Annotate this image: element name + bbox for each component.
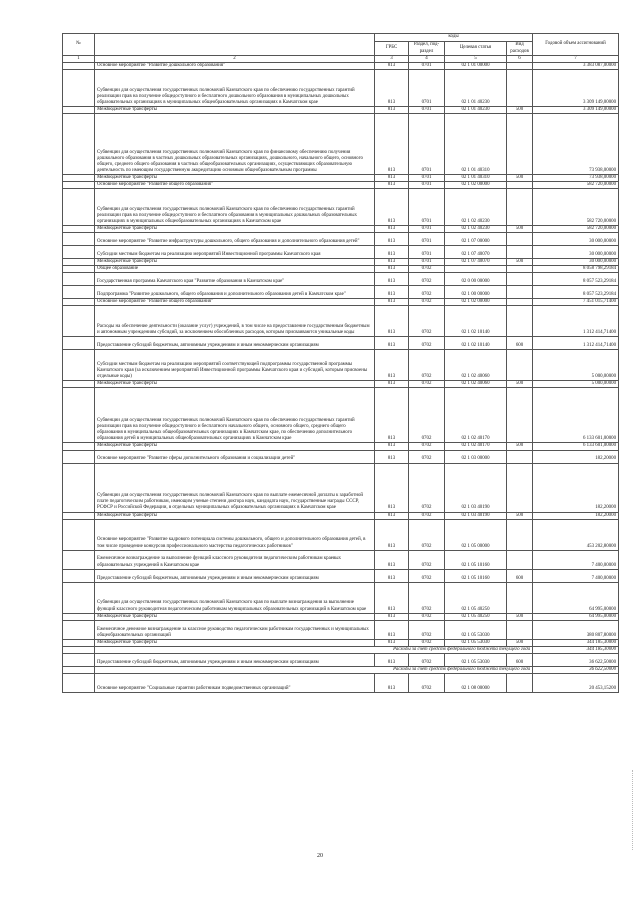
cell-name: Расходы на обеспечение деятельности (оказание услуг) учреждений, в том числе на предоставление государственным бюджетным и автономным учреждениям субсидий, за исключением обособленных расходов, которым присваиваются уникальные коды: [95, 306, 375, 337]
cell-vid: 500: [507, 107, 533, 114]
cell-grbs: 813: [375, 463, 409, 512]
cell-grbs: 813: [375, 182, 409, 189]
cell-vid: 500: [507, 512, 533, 519]
cell-grbs: 813: [375, 175, 409, 182]
table-row: [63, 443, 619, 450]
cell-name: Основное мероприятие "Развитие инфраструктуры дошкольного, общего образования и дополнительного образования детей": [95, 233, 375, 246]
cell-sum: 73 938,00000: [533, 114, 619, 175]
cell-num: [63, 450, 95, 463]
cell-vid: [507, 273, 533, 286]
cell-tselevaya: 02 1 01 40230: [445, 107, 507, 114]
cell-num: [63, 226, 95, 233]
cell-vid: 500: [507, 639, 533, 646]
cell-name: Основное мероприятие "Развитие общего образования": [95, 299, 375, 306]
cell-razdel: 0702: [409, 653, 445, 666]
note-text: Расходы за счет средств федерального бюджета текущего года: [95, 646, 533, 653]
cell-razdel: 0701: [409, 182, 445, 189]
cell-grbs: 813: [375, 273, 409, 286]
cell-tselevaya: 02 1 02 40230: [445, 226, 507, 233]
table-row: [63, 189, 619, 226]
cell-vid: [507, 673, 533, 692]
cell-tselevaya: 02 1 01 40310: [445, 175, 507, 182]
table-row: [63, 550, 619, 569]
cell-tselevaya: 02 1 01 40230: [445, 70, 507, 107]
cell-num: [63, 114, 95, 175]
cell-name: Ежемесячное денежное вознаграждение за классное руководство педагогическим работникам государственных и муниципальных общеобразовательных организаций: [95, 620, 375, 639]
cell-sum: 582 720,00000: [533, 189, 619, 226]
cell-tselevaya: 02 1 00 00000: [445, 286, 507, 299]
cell-sum: 73 938,00000: [533, 175, 619, 182]
cell-razdel: 0702: [409, 639, 445, 646]
table-row: [63, 639, 619, 646]
table-row: [63, 582, 619, 613]
cell-sum: 182,20000: [533, 450, 619, 463]
cell-razdel: 0702: [409, 613, 445, 620]
table-row: [63, 381, 619, 388]
page-number: 20: [317, 853, 323, 859]
cell-tselevaya: 02 1 05 40250: [445, 582, 507, 613]
cell-name: Межбюджетные трансферты: [95, 259, 375, 266]
cell-grbs: 813: [375, 286, 409, 299]
cell-vid: [507, 189, 533, 226]
cell-tselevaya: 02 1 05 53030: [445, 639, 507, 646]
cell-vid: [507, 350, 533, 381]
cell-num: [63, 381, 95, 388]
cell-tselevaya: 02 1 05 53030: [445, 620, 507, 639]
cell-grbs: 813: [375, 519, 409, 550]
cell-num: [63, 70, 95, 107]
cell-razdel: 0702: [409, 337, 445, 350]
cell-razdel: 0701: [409, 246, 445, 259]
cell-razdel: 0702: [409, 519, 445, 550]
table-row: [63, 286, 619, 299]
cell-razdel: 0701: [409, 114, 445, 175]
cell-name: Предоставление субсидий бюджетным, автономным учреждениям и иным некоммерческим организациям: [95, 569, 375, 582]
cell-sum: 582 720,00000: [533, 182, 619, 189]
cell-razdel: 0702: [409, 299, 445, 306]
cell-vid: 500: [507, 381, 533, 388]
header-col-number: 2: [95, 56, 375, 63]
cell-name: Субвенции для осуществления государственных полномочий Камчатского края по обеспечению государственных гарантий реализации прав на получение общедоступного и бесплатного начального общего, основного общего, среднего общего образования в муниципальных общеобразовательных организациях в Камчатском крае, по обеспечению дополнительного образования детей в муниципальных общеобразовательных организациях в Камчатском крае: [95, 388, 375, 443]
cell-vid: [507, 63, 533, 70]
header-col-number: 5: [445, 56, 507, 63]
cell-name: Основное мероприятие "Социальные гарантии работникам подведомственных организаций": [95, 673, 375, 692]
cell-sum: 182,20000: [533, 512, 619, 519]
cell-num: [63, 63, 95, 70]
table-row: [63, 463, 619, 512]
cell-sum: 1 312 414,71400: [533, 337, 619, 350]
cell-name: Субвенции для осуществления государственных полномочий Камчатского края по выплате ежемесячной доплаты к заработной плате педагогическим работникам, имеющим ученые степени доктора наук, кандидата наук, государственные награды СССР, РСФСР и Российской Федерации, в отдельных муниципальных образовательных организациях в Камчатском крае: [95, 463, 375, 512]
cell-name: Субвенции для осуществления государственных полномочий Камчатского края по обеспечению государственных гарантий реализации прав на получение общедоступного и бесплатного дошкольного образования в муниципальных дошкольных образовательных организациях в муниципальных общеобразовательных организациях в Камчатском крае: [95, 70, 375, 107]
cell-num: [63, 259, 95, 266]
cell-sum: 5 000,00000: [533, 381, 619, 388]
cell-razdel: 0702: [409, 443, 445, 450]
cell-name: Межбюджетные трансферты: [95, 226, 375, 233]
cell-tselevaya: 02 1 05 00000: [445, 519, 507, 550]
cell-razdel: 0701: [409, 63, 445, 70]
cell-name: Межбюджетные трансферты: [95, 107, 375, 114]
cell-tselevaya: 02 1 08 00000: [445, 673, 507, 692]
cell-tselevaya: 02 1 02 10140: [445, 306, 507, 337]
cell-grbs: 813: [375, 512, 409, 519]
table-row: [63, 388, 619, 443]
cell-tselevaya: 02 1 05 10160: [445, 569, 507, 582]
cell-sum: 344 185,30000: [533, 646, 619, 653]
cell-num: [63, 246, 95, 259]
cell-tselevaya: 02 1 02 00000: [445, 182, 507, 189]
cell-vid: [507, 114, 533, 175]
table-row: [63, 673, 619, 692]
cell-name: Межбюджетные трансферты: [95, 613, 375, 620]
cell-grbs: 813: [375, 673, 409, 692]
table-row: [63, 620, 619, 639]
table-row: [63, 266, 619, 273]
cell-name: Межбюджетные трансферты: [95, 512, 375, 519]
cell-name: Основное мероприятие "Развитие сферы дополнительного образования и социализации детей": [95, 450, 375, 463]
cell-sum: 7 400,00000: [533, 550, 619, 569]
cell-num: [63, 182, 95, 189]
cell-name: Ежемесячное вознаграждение за выполнение функций классного руководителя педагогическим работникам краевых образовательных учреждений в Камчатском крае: [95, 550, 375, 569]
table-row: [63, 569, 619, 582]
header-godovoy: Годовой объем ассигнований: [533, 34, 619, 56]
cell-vid: [507, 463, 533, 512]
cell-name: Субвенции для осуществления государственных полномочий Камчатского края по финансовому обеспечению получения дошкольного образования в частных дошкольных образовательных организациях, дошкольного, начального общего, основного общего, среднего общего образования в частных общеобразовательных организациях, осуществляющих образовательную деятельность по имеющим государственную аккредитацию основным общеобразовательным программы: [95, 114, 375, 175]
cell-num: [63, 337, 95, 350]
cell-grbs: 813: [375, 569, 409, 582]
cell-grbs: 813: [375, 246, 409, 259]
table-row: [63, 350, 619, 381]
cell-sum: 20 453,15200: [533, 673, 619, 692]
cell-name: Общее образование: [95, 266, 375, 273]
cell-grbs: 813: [375, 114, 409, 175]
header-razdel: Раздел, под-раздел: [409, 42, 445, 56]
cell-razdel: 0702: [409, 550, 445, 569]
cell-grbs: 813: [375, 107, 409, 114]
cell-num: [63, 639, 95, 646]
cell-vid: [507, 246, 533, 259]
cell-grbs: 813: [375, 388, 409, 443]
cell-grbs: 813: [375, 620, 409, 639]
cell-sum: 30 000,00000: [533, 259, 619, 266]
cell-sum: 36 622,50000: [533, 666, 619, 673]
cell-razdel: 0702: [409, 273, 445, 286]
cell-grbs: 813: [375, 381, 409, 388]
cell-tselevaya: [445, 266, 507, 273]
cell-num: [63, 666, 95, 673]
cell-grbs: 813: [375, 226, 409, 233]
cell-tselevaya: 02 1 02 10140: [445, 337, 507, 350]
cell-grbs: 813: [375, 337, 409, 350]
cell-razdel: 0702: [409, 450, 445, 463]
cell-sum: 7 451 015,71400: [533, 299, 619, 306]
cell-razdel: 0702: [409, 569, 445, 582]
header-col-number: 1: [63, 56, 95, 63]
table-row: [63, 450, 619, 463]
cell-num: [63, 512, 95, 519]
cell-grbs: 813: [375, 189, 409, 226]
cell-grbs: 813: [375, 550, 409, 569]
cell-vid: 600: [507, 653, 533, 666]
cell-sum: 8 058 798,29184: [533, 266, 619, 273]
cell-razdel: 0701: [409, 70, 445, 107]
cell-tselevaya: 02 1 07 00000: [445, 233, 507, 246]
cell-name: Предоставление субсидий бюджетным, автономным учреждениям и иным некоммерческим организациям: [95, 337, 375, 350]
cell-num: [63, 299, 95, 306]
cell-vid: [507, 306, 533, 337]
cell-name: Межбюджетные трансферты: [95, 175, 375, 182]
cell-sum: 344 185,30000: [533, 639, 619, 646]
cell-grbs: 813: [375, 443, 409, 450]
cell-sum: 64 995,00000: [533, 582, 619, 613]
table-row: [63, 337, 619, 350]
table-row: [63, 653, 619, 666]
cell-num: [63, 519, 95, 550]
cell-tselevaya: 02 1 02 40060: [445, 381, 507, 388]
table-row: [63, 273, 619, 286]
cell-vid: [507, 582, 533, 613]
cell-sum: 3 309 149,00000: [533, 70, 619, 107]
budget-table: [62, 33, 619, 693]
cell-razdel: 0702: [409, 350, 445, 381]
cell-vid: 500: [507, 259, 533, 266]
cell-razdel: 0701: [409, 175, 445, 182]
cell-num: [63, 233, 95, 246]
header-vid: Вид расходов: [507, 42, 533, 56]
table-row: [63, 299, 619, 306]
cell-name: Субвенции для осуществления государственных полномочий Камчатского края по выплате вознаграждения за выполнение функций классного руководителя педагогическим работникам муниципальных образовательных организаций в Камчатском крае: [95, 582, 375, 613]
cell-sum: 30 000,00000: [533, 233, 619, 246]
cell-tselevaya: 02 1 05 53030: [445, 653, 507, 666]
table-row: [63, 259, 619, 266]
cell-razdel: 0701: [409, 189, 445, 226]
cell-name: Субсидии местным бюджетам на реализацию мероприятий соответствующей подпрограммы государственной программы Камчатского края (за исключением мероприятий Инвестиционной программы Камчатского края и субсидий, которым присвоены отдельные коды): [95, 350, 375, 381]
cell-razdel: 0701: [409, 226, 445, 233]
cell-name: Государственная программа Камчатского края "Развитие образования в Камчатском крае": [95, 273, 375, 286]
cell-sum: 380 807,80000: [533, 620, 619, 639]
cell-grbs: 813: [375, 63, 409, 70]
header-tselevaya: Целевая статья: [445, 42, 507, 56]
cell-razdel: 0702: [409, 512, 445, 519]
cell-tselevaya: 02 1 02 40170: [445, 443, 507, 450]
cell-name: Предоставление субсидий бюджетным, автономным учреждениям и иным некоммерческим организациям: [95, 653, 375, 666]
header-name: [95, 34, 375, 56]
cell-num: [63, 266, 95, 273]
cell-num: [63, 653, 95, 666]
cell-razdel: 0702: [409, 463, 445, 512]
cell-vid: [507, 620, 533, 639]
cell-name: Подпрограмма "Развитие дошкольного, общего образования и дополнительного образования детей в Камчатском крае": [95, 286, 375, 299]
cell-grbs: 813: [375, 639, 409, 646]
cell-num: [63, 620, 95, 639]
cell-vid: 600: [507, 569, 533, 582]
cell-razdel: 0702: [409, 286, 445, 299]
cell-name: Субсидии местным бюджетам на реализацию мероприятий Инвестиционной программы Камчатского края: [95, 246, 375, 259]
cell-vid: 500: [507, 226, 533, 233]
cell-vid: 500: [507, 443, 533, 450]
cell-tselevaya: 02 1 02 40060: [445, 350, 507, 381]
table-row: [63, 519, 619, 550]
cell-num: [63, 646, 95, 653]
header-num: №: [63, 34, 95, 56]
cell-grbs: 813: [375, 233, 409, 246]
table-row: [63, 246, 619, 259]
cell-vid: 600: [507, 337, 533, 350]
cell-name: Основное мероприятие "Развитие кадрового потенциала системы дошкольного, общего и дополнительного образования детей, в том числе проведение конкурсов профессионального мастерства педагогических работников": [95, 519, 375, 550]
cell-name: Основное мероприятие "Развитие общего образования": [95, 182, 375, 189]
cell-sum: 5 000,00000: [533, 350, 619, 381]
cell-num: [63, 107, 95, 114]
cell-sum: 64 995,00000: [533, 613, 619, 620]
cell-vid: [507, 286, 533, 299]
cell-tselevaya: 02 1 03 40190: [445, 512, 507, 519]
cell-tselevaya: 02 1 05 10160: [445, 550, 507, 569]
cell-tselevaya: 02 0 00 00000: [445, 273, 507, 286]
table-row: [63, 182, 619, 189]
note-row: [63, 666, 619, 673]
cell-name: Межбюджетные трансферты: [95, 639, 375, 646]
cell-num: [63, 463, 95, 512]
cell-razdel: 0702: [409, 673, 445, 692]
header-codes: коды: [375, 34, 533, 42]
cell-grbs: 813: [375, 653, 409, 666]
cell-razdel: 0702: [409, 306, 445, 337]
cell-tselevaya: 02 1 01 40310: [445, 114, 507, 175]
cell-vid: [507, 550, 533, 569]
cell-num: [63, 273, 95, 286]
cell-vid: [507, 450, 533, 463]
cell-sum: 36 622,50000: [533, 653, 619, 666]
table-row: [63, 107, 619, 114]
cell-grbs: 813: [375, 266, 409, 273]
cell-tselevaya: 02 1 03 00000: [445, 450, 507, 463]
cell-num: [63, 673, 95, 692]
table-row: [63, 226, 619, 233]
cell-grbs: 813: [375, 582, 409, 613]
cell-vid: [507, 519, 533, 550]
scan-margin-marks: [632, 770, 634, 850]
cell-tselevaya: 02 1 01 00000: [445, 63, 507, 70]
cell-tselevaya: 02 1 02 00000: [445, 299, 507, 306]
cell-sum: 8 057 523,29184: [533, 286, 619, 299]
cell-name: Основное мероприятие "Развитие дошкольного образования": [95, 63, 375, 70]
cell-sum: 6 133 601,00000: [533, 388, 619, 443]
cell-vid: [507, 388, 533, 443]
table-row: [63, 175, 619, 182]
cell-num: [63, 189, 95, 226]
cell-sum: 30 000,00000: [533, 246, 619, 259]
cell-sum: 453 202,80000: [533, 519, 619, 550]
cell-tselevaya: 02 1 02 40170: [445, 388, 507, 443]
header-col-number: 6: [507, 56, 533, 63]
cell-num: [63, 582, 95, 613]
cell-tselevaya: 02 1 02 40230: [445, 189, 507, 226]
table-row: [63, 613, 619, 620]
cell-tselevaya: 02 1 03 40190: [445, 463, 507, 512]
cell-grbs: 813: [375, 259, 409, 266]
table-row: [63, 233, 619, 246]
cell-tselevaya: 02 1 07 40070: [445, 259, 507, 266]
cell-razdel: 0701: [409, 233, 445, 246]
table-row: [63, 306, 619, 337]
cell-num: [63, 306, 95, 337]
cell-name: Межбюджетные трансферты: [95, 443, 375, 450]
table-row: [63, 512, 619, 519]
cell-sum: 182,20000: [533, 463, 619, 512]
cell-vid: [507, 299, 533, 306]
cell-grbs: 813: [375, 70, 409, 107]
cell-vid: [507, 70, 533, 107]
cell-sum: 3 309 149,00000: [533, 107, 619, 114]
header-grbs: ГРБС: [375, 42, 409, 56]
cell-name: Межбюджетные трансферты: [95, 381, 375, 388]
cell-tselevaya: 02 1 05 40250: [445, 613, 507, 620]
cell-vid: 500: [507, 613, 533, 620]
cell-num: [63, 613, 95, 620]
cell-grbs: 813: [375, 350, 409, 381]
cell-num: [63, 388, 95, 443]
cell-num: [63, 175, 95, 182]
header-col-number: 7: [533, 56, 619, 63]
cell-vid: [507, 233, 533, 246]
table-row: [63, 70, 619, 107]
table-row: [63, 63, 619, 70]
cell-razdel: 0702: [409, 620, 445, 639]
cell-grbs: 813: [375, 299, 409, 306]
cell-sum: 582 720,00000: [533, 226, 619, 233]
cell-sum: 8 057 523,29184: [533, 273, 619, 286]
cell-num: [63, 443, 95, 450]
cell-razdel: 0702: [409, 582, 445, 613]
cell-sum: 7 400,00000: [533, 569, 619, 582]
cell-sum: 6 133 601,00000: [533, 443, 619, 450]
cell-razdel: 0702: [409, 388, 445, 443]
cell-num: [63, 550, 95, 569]
cell-num: [63, 569, 95, 582]
table-row: [63, 114, 619, 175]
cell-grbs: 813: [375, 306, 409, 337]
header-col-number: 3: [375, 56, 409, 63]
cell-sum: 3 383 087,00000: [533, 63, 619, 70]
cell-razdel: 0701: [409, 259, 445, 266]
cell-grbs: 813: [375, 613, 409, 620]
cell-razdel: 0702: [409, 266, 445, 273]
cell-num: [63, 350, 95, 381]
cell-name: Субвенции для осуществления государственных полномочий Камчатского края по обеспечению государственных гарантий реализации прав на получение общедоступного и бесплатного образования в муниципальных дошкольных образовательных организациях в муниципальных общеобразовательных организациях в Камчатском крае: [95, 189, 375, 226]
note-text: Расходы за счет средств федерального бюджета текущего года: [95, 666, 533, 673]
cell-vid: [507, 266, 533, 273]
cell-vid: [507, 182, 533, 189]
cell-tselevaya: 02 1 07 40070: [445, 246, 507, 259]
header-col-number: 4: [409, 56, 445, 63]
cell-razdel: 0701: [409, 107, 445, 114]
note-row: [63, 646, 619, 653]
cell-sum: 1 312 414,71400: [533, 306, 619, 337]
cell-vid: 500: [507, 175, 533, 182]
cell-razdel: 0702: [409, 381, 445, 388]
cell-grbs: 813: [375, 450, 409, 463]
cell-num: [63, 286, 95, 299]
